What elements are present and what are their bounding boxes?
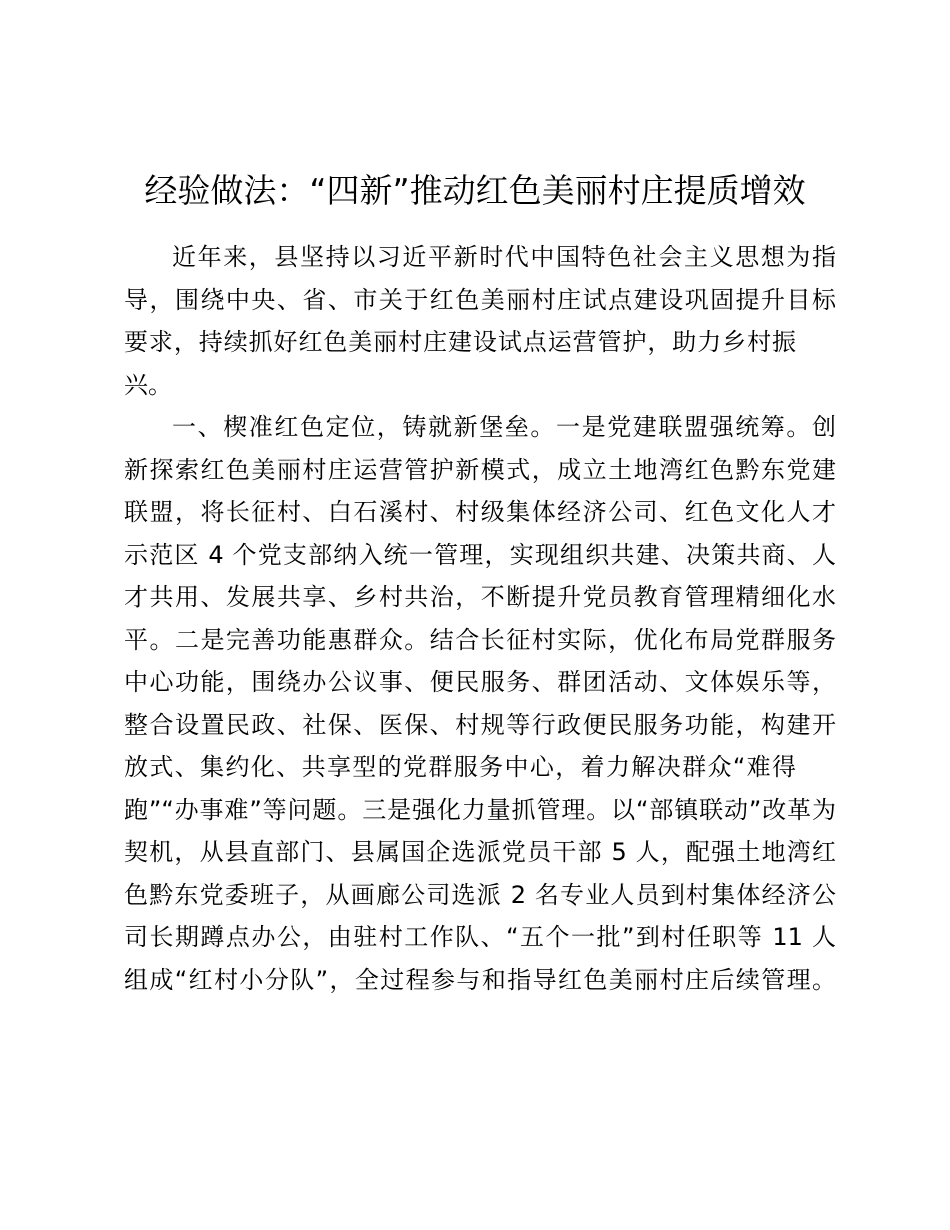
paragraph-line: 司长期蹲点办公，由驻村工作队、“五个一批”到村任职等 11 人 — [124, 923, 836, 951]
document-body — [124, 236, 836, 1001]
paragraph-line: 中心功能，围绕办公议事、便民服务、群团活动、文体娱乐等， — [124, 668, 836, 696]
document-title: 经验做法：“四新”推动红色美丽村庄提质增效 — [144, 171, 806, 210]
paragraph-intro — [124, 236, 836, 406]
paragraph-line: 契机，从县直部门、县属国企选派党员干部 5 人，配强土地湾红 — [124, 838, 836, 866]
paragraph-line: 导，围绕中央、省、市关于红色美丽村庄试点建设巩固提升目标 — [124, 285, 836, 314]
paragraph-line: 才共用、发展共享、乡村共治，不断提升党员教育管理精细化水 — [124, 583, 836, 611]
paragraph-line: 新探索红色美丽村庄运营管护新模式，成立土地湾红色黔东党建 — [124, 455, 836, 484]
paragraph-line: 色黔东党委班子，从画廊公司选派 2 名专业人员到村集体经济公 — [124, 880, 836, 909]
paragraph-section-one — [124, 406, 836, 1001]
paragraph-line: 平。二是完善功能惠群众。结合长征村实际，优化布局党群服务 — [124, 625, 836, 654]
paragraph-line: 示范区 4 个党支部纳入统一管理，实现组织共建、决策共商、人 — [124, 540, 836, 569]
paragraph-line: 兴。 — [124, 370, 172, 399]
paragraph-line: 组成“红村小分队”，全过程参与和指导红色美丽村庄后续管理。 — [124, 965, 836, 994]
paragraph-line: 整合设置民政、社保、医保、村规等行政便民服务功能，构建开 — [124, 710, 836, 739]
paragraph-line: 跑”“办事难”等问题。三是强化力量抓管理。以“部镇联动”改革为 — [124, 795, 836, 824]
paragraph-line: 一、楔准红色定位，铸就新堡垒。一是党建联盟强统筹。创 — [172, 413, 836, 441]
paragraph-line: 联盟，将长征村、白石溪村、村级集体经济公司、红色文化人才 — [124, 498, 836, 526]
paragraph-line: 要求，持续抓好红色美丽村庄建设试点运营管护，助力乡村振 — [124, 328, 796, 356]
paragraph-line: 近年来，县坚持以习近平新时代中国特色社会主义思想为指 — [172, 243, 836, 271]
paragraph-line: 放式、集约化、共享型的党群服务中心，着力解决群众“难得 — [124, 753, 796, 781]
